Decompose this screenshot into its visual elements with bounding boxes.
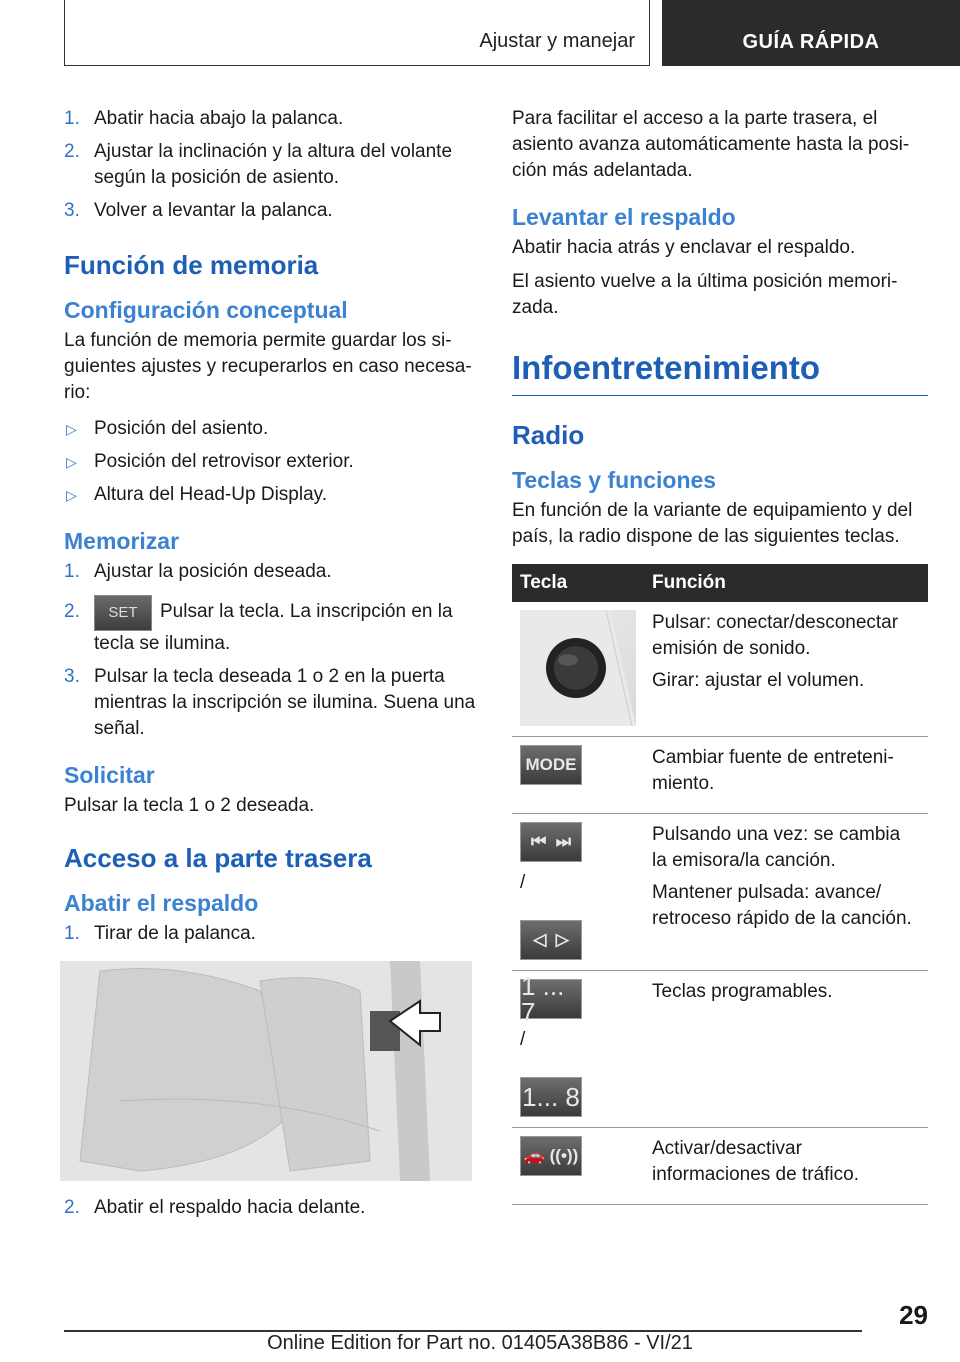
heading-rear-access: Acceso a la parte trasera [64,843,372,873]
heading-memory-function: Función de memoria [64,250,319,280]
paragraph-keys: En función de la variante de equipamiento y del país, la radio dispone de las siguientes teclas. [512,500,913,547]
function-text: Pulsando una vez: se cambia la emisora/la canción. [652,824,901,871]
function-text: Girar: ajustar el volumen. [652,670,865,691]
right-column [512,106,928,1205]
memory-bullets [64,416,476,508]
header-tab: GUÍA RÁPIDA [662,0,960,66]
separator-slash: / [520,1029,526,1050]
list-item: ▷ Altura del Head-Up Display. [64,482,476,508]
seat-lever-photo [60,961,472,1181]
triangle-bullet-icon: ▷ [66,454,77,470]
triangle-bullet-icon: ▷ [66,487,77,503]
paragraph-recall: Pulsar la tecla 1 o 2 deseada. [64,795,315,816]
list-item: 2. SET Pulsar la tecla. La inscripción en la tecla se ilumina. [64,599,476,657]
preset-keys-7-icon: 1 ... 7 [520,979,582,1019]
triangle-bullet-icon: ▷ [66,421,77,437]
list-item: 2. Ajustar la inclinación y la altura del volante según la posición de asiento. [64,141,453,188]
skip-track-key-icon: ⏮ ⏭ [520,822,582,862]
list-item: ▷ Posición del retrovisor exterior. [64,449,476,475]
set-key-icon: SET [94,595,152,631]
table-header [512,564,928,602]
fold-steps [64,921,476,947]
table-row [512,814,928,971]
list-item: 3. Volver a levantar la palanca. [64,200,333,221]
function-text: Cambiar fuente de entretenimiento. [652,747,894,794]
function-text: Mantener pulsada: avance/ retroceso rápido de la canción. [652,882,912,929]
heading-raise-backrest: Levantar el respaldo [512,204,736,230]
memorize-steps [64,559,476,742]
separator-slash: / [520,872,526,893]
header-section-title: Ajustar y manejar [479,30,635,52]
seat-illustration-icon [60,961,472,1181]
paragraph-raise-2: El asiento vuelve a la última posición memorizada. [512,271,898,318]
left-column [64,106,476,1228]
function-text: Pulsar: conectar/desconectar emisión de sonido. [652,612,899,659]
function-text: Activar/desactivar informaciones de tráfico. [652,1138,859,1185]
mode-key-icon: MODE [520,745,582,785]
table-row [512,1128,928,1205]
list-item: 1. Abatir hacia abajo la palanca. [64,108,344,129]
table-row [512,602,928,737]
list-item: ▷ Posición del asiento. [64,416,476,442]
list-item: 1. Tirar de la palanca. [64,923,256,944]
volume-knob-icon [520,610,636,726]
paragraph-raise-1: Abatir hacia atrás y enclavar el respaldo. [512,237,856,258]
fold-steps-2 [64,1195,476,1221]
function-text: Teclas programables. [652,981,833,1002]
list-item: 2. Abatir el respaldo hacia delante. [64,1197,366,1218]
keys-table [512,564,928,1205]
heading-memorize: Memorizar [64,528,180,554]
preset-keys-8-icon: 1... 8 [520,1077,582,1117]
table-row [512,737,928,814]
heading-recall: Solicitar [64,762,155,788]
heading-conceptual: Configuración conceptual [64,297,348,323]
footer-text: Online Edition for Part no. 01405A38B86 - VI/21 [267,1332,693,1354]
paragraph-conceptual: La función de memoria permite guardar los siguientes ajustes y recuperarlos en caso necesario: [64,330,472,403]
seek-arrows-key-icon: ◁ ▷ [520,920,582,960]
list-item: 1. Ajustar la posición deseada. [64,561,332,582]
header-frame [64,0,650,66]
list-item: 3. Pulsar la tecla deseada 1 o 2 en la puerta mientras la inscripción se ilumina. Suena una señal. [64,666,476,739]
heading-fold-backrest: Abatir el respaldo [64,890,259,916]
col-header-key: Tecla [512,564,644,602]
table-row [512,971,928,1128]
col-header-function: Función [644,564,928,602]
page-number: 29 [899,1300,928,1330]
heading-infotainment: Infoentretenimiento [512,349,928,396]
traffic-info-key-icon: 🚗 ((•)) [520,1136,582,1176]
heading-radio: Radio [512,420,585,450]
heading-keys: Teclas y funciones [512,467,717,493]
paragraph-intro: Para facilitar el acceso a la parte trasera, el asiento avanza automáticamente hasta la posición más adelantada. [512,108,910,181]
steering-steps [64,106,476,224]
